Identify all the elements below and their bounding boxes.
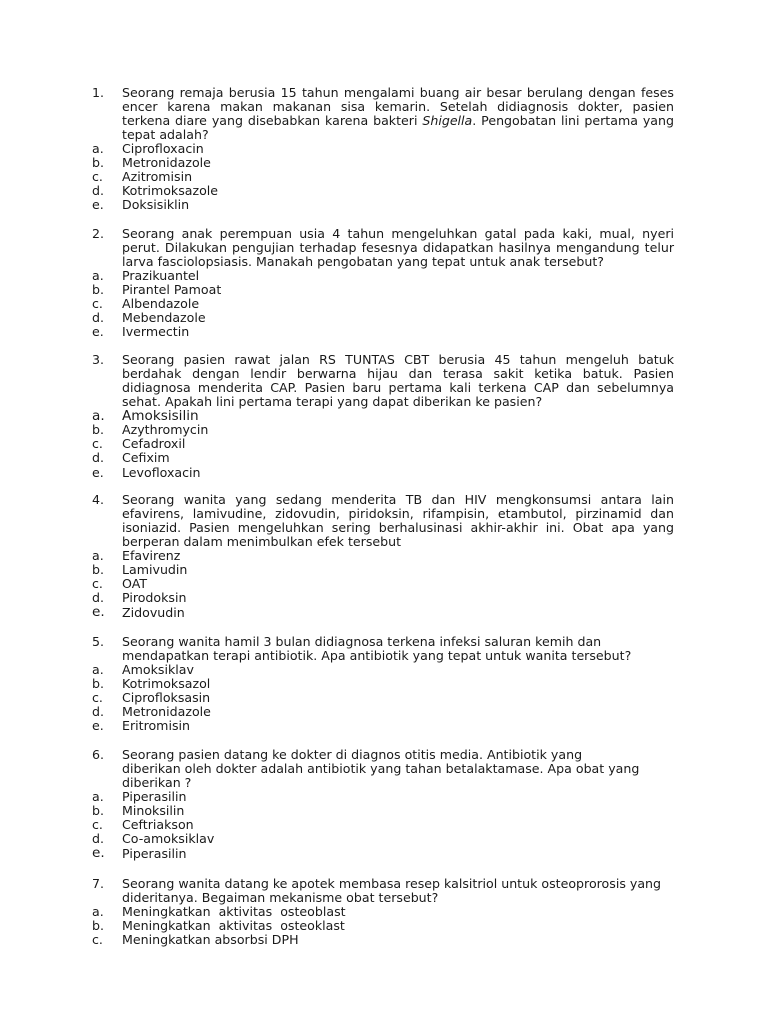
- option-b[interactable]: b. Metronidazole: [92, 154, 211, 170]
- question-text: Seorang remaja berusia 15 tahun mengalami buang air besar berulang dengan feses encer karena makan makanan sisa kemarin. Setelah didiagnosis dokter, pasien terkena diare yang disebabkan karena bakteri Shigella. Pengobatan lini pertama yang tepat adalah?: [122, 85, 674, 142]
- question-6: [0, 748, 768, 862]
- question-text: Seorang wanita datang ke apotek membasa resep kalsitriol untuk osteoprorosis yang dideritanya. Begaiman mekanisme obat tersebut?: [122, 876, 662, 905]
- answer-options: [0, 663, 768, 733]
- option-e[interactable]: e. Ivermectin: [92, 324, 190, 340]
- question-number: 5.: [92, 634, 105, 649]
- answer-options: [0, 269, 768, 339]
- option-d[interactable]: d. Mebendazole: [92, 310, 206, 325]
- option-d[interactable]: d. Metronidazole: [92, 704, 211, 720]
- option-d[interactable]: d. Pirodoksin: [92, 589, 187, 605]
- question-number: 2.: [92, 226, 105, 241]
- question-number: 7.: [92, 876, 105, 891]
- question-5: [0, 635, 768, 733]
- question-number: 3.: [92, 352, 105, 367]
- answer-options: [0, 905, 768, 947]
- option-c[interactable]: c. Ciprofloksasin: [92, 690, 211, 705]
- answer-options: [0, 142, 768, 212]
- question-stem: [0, 748, 768, 790]
- question-text: Seorang wanita yang sedang menderita TB dan HIV mengkonsumsi antara lain efavirens, lamivudine, zidovudin, piridoksin, rifampisin, etambutol, pirzinamid dan isoniazid. Pasien mengeluhkan sering berhalusinasi akhir-akhir ini. Obat apa yang berperan dalam menimbulkan efek tersebut: [122, 492, 674, 549]
- question-number: 4.: [92, 492, 105, 507]
- option-d[interactable]: d. Cefixim: [92, 450, 170, 466]
- question-stem: [0, 86, 768, 142]
- option-c[interactable]: c. Cefadroxil: [92, 436, 186, 452]
- question-text: Seorang pasien datang ke dokter di diagnos otitis media. Antibiotik yang diberikan oleh dokter adalah antibiotik yang tahan betalaktamase. Apa obat yang diberikan ?: [122, 747, 640, 790]
- question-stem: [0, 635, 768, 663]
- option-b[interactable]: b. Azythromycin: [92, 422, 209, 438]
- question-stem: [0, 353, 768, 409]
- question-2: [0, 227, 768, 339]
- italic-organism-name: Shigella: [422, 112, 473, 128]
- option-c[interactable]: c. Azitromisin: [92, 168, 193, 184]
- option-b[interactable]: b. Kotrimoksazol: [92, 675, 211, 691]
- question-1: [0, 86, 768, 212]
- question-7: [0, 877, 768, 947]
- option-a[interactable]: a. Meningkatkan aktivitas osteoblast: [92, 903, 346, 919]
- option-e[interactable]: e. Levofloxacin: [92, 464, 201, 480]
- option-b[interactable]: b. Minoksilin: [92, 802, 185, 818]
- option-d[interactable]: d. Co-amoksiklav: [92, 831, 215, 846]
- question-stem: [0, 493, 768, 549]
- option-b[interactable]: b. Lamivudin: [92, 561, 188, 577]
- option-d[interactable]: d. Kotrimoksazole: [92, 182, 219, 198]
- question-4: [0, 493, 768, 621]
- option-e[interactable]: e. Doksisiklin: [92, 197, 190, 212]
- option-b[interactable]: b. Meningkatkan aktivitas osteoklast: [92, 917, 345, 933]
- option-a[interactable]: a. Amoksisilin: [92, 407, 199, 424]
- question-3: [0, 353, 768, 480]
- question-text: Seorang wanita hamil 3 bulan didiagnosa terkena infeksi saluran kemih dan mendapatkan terapi antibiotik. Apa antibiotik yang tepat untuk wanita tersebut?: [122, 634, 632, 663]
- option-a[interactable]: a. Amoksiklav: [92, 661, 194, 677]
- option-e[interactable]: e. Piperasilin: [92, 845, 187, 862]
- option-c[interactable]: c. OAT: [92, 575, 148, 591]
- option-b[interactable]: b. Pirantel Pamoat: [92, 281, 222, 297]
- option-e[interactable]: e. Zidovudin: [92, 604, 185, 620]
- question-number: 6.: [92, 747, 105, 762]
- question-text: Seorang pasien rawat jalan RS TUNTAS CBT berusia 45 tahun mengeluh batuk berdahak dengan lendir berwarna hijau dan terasa sakit ketika batuk. Pasien didiagnosa menderita CAP. Pasien baru pertama kali terkena CAP dan sebelumnya sehat. Apakah lini pertama terapi yang dapat diberikan ke pasien?: [122, 352, 674, 409]
- question-text: Seorang anak perempuan usia 4 tahun mengeluhkan gatal pada kaki, mual, nyeri perut. Dilakukan pengujian terhadap fesesnya didapatkan hasilnya mengandung telur larva fasciolopsiasis. Manakah pengobatan yang tepat untuk anak tersebut?: [122, 226, 674, 269]
- option-a[interactable]: a. Efavirenz: [92, 547, 181, 563]
- answer-options: [0, 409, 768, 480]
- option-c[interactable]: c. Ceftriakson: [92, 816, 194, 832]
- option-c[interactable]: c. Albendazole: [92, 295, 200, 311]
- option-a[interactable]: a. Piperasilin: [92, 788, 187, 804]
- question-stem: [0, 877, 768, 905]
- answer-options: [0, 790, 768, 862]
- question-stem: [0, 227, 768, 269]
- option-a[interactable]: a. Prazikuantel: [92, 267, 200, 283]
- option-a[interactable]: a. Ciprofloxacin: [92, 140, 204, 156]
- option-c[interactable]: c. Meningkatkan absorbsi DPH: [92, 932, 299, 947]
- option-e[interactable]: e. Eritromisin: [92, 718, 190, 734]
- question-number: 1.: [92, 85, 105, 100]
- answer-options: [0, 549, 768, 621]
